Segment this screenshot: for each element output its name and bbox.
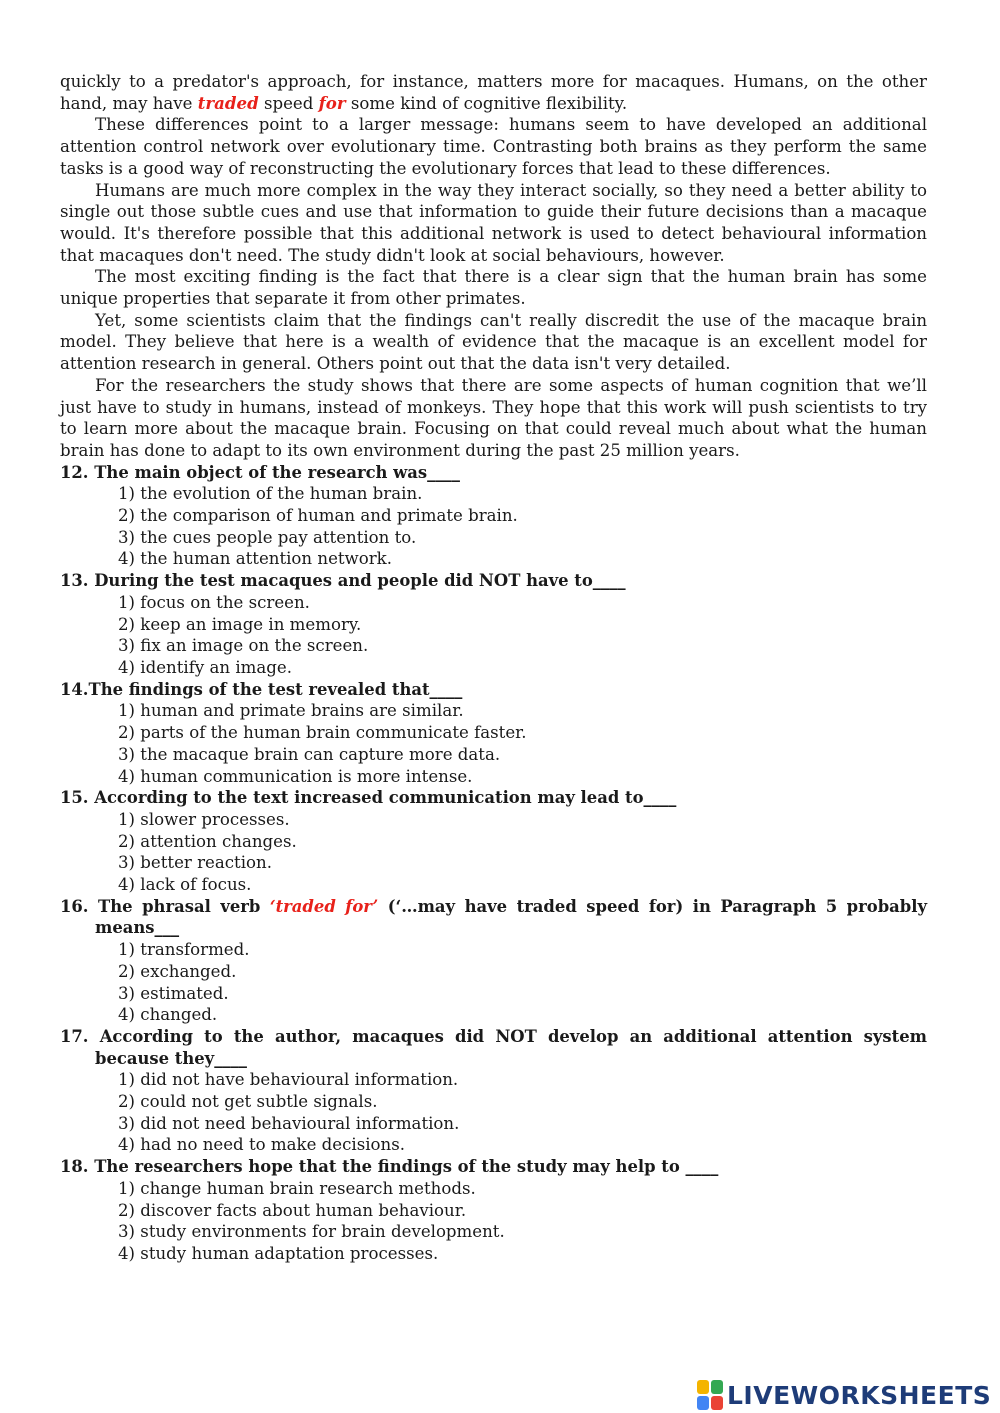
answer-option[interactable]: 3) the macaque brain can capture more data. <box>118 744 501 764</box>
answer-option[interactable]: 4) changed. <box>118 1005 218 1025</box>
answer-option[interactable]: 1) focus on the screen. <box>118 592 310 612</box>
answer-option[interactable]: 1) did not have behavioural information. <box>118 1070 459 1090</box>
answer-option[interactable]: 1) the evolution of the human brain. <box>118 484 423 504</box>
answer-option[interactable]: 3) better reaction. <box>118 853 272 873</box>
question-text: 12. The main object of the research was____ <box>60 462 460 482</box>
paragraph-5: Yet, some scientists claim that the findings can't really discredit the use of the macaque brain model. They believe that here is a wealth of evidence that the macaque is an excellent model for attention research in general. Others point out that the data isn't very detailed. <box>60 310 927 374</box>
answer-option[interactable]: 4) had no need to make decisions. <box>118 1135 406 1155</box>
answer-option[interactable]: 4) human communication is more intense. <box>118 766 473 786</box>
paragraph-4: The most exciting finding is the fact that there is a clear sign that the human brain has some unique properties that separate it from other primates. <box>60 267 927 309</box>
answer-option[interactable]: 1) change human brain research methods. <box>118 1178 476 1198</box>
highlight-for: for <box>318 92 346 113</box>
answer-option[interactable]: 3) fix an image on the screen. <box>118 636 369 656</box>
paragraph-6: For the researchers the study shows that there are some aspects of human cognition that we’ll just have to study in humans, instead of monkeys. They hope that this work will push scientists to try to learn more about the macaque brain. Focusing on that could reveal much about what the human brain has done to adapt to its own environment during the past 25 million years. <box>60 375 927 460</box>
logo-text: LIVEWORKSHEETS <box>727 1380 992 1410</box>
question-text <box>60 896 927 939</box>
answer-option[interactable]: 1) transformed. <box>118 940 250 960</box>
answer-option[interactable]: 2) parts of the human brain communicate faster. <box>118 723 527 743</box>
answer-option[interactable]: 2) exchanged. <box>118 961 237 981</box>
question-text: 18. The researchers hope that the findings of the study may help to ____ <box>60 1157 719 1177</box>
answer-option[interactable]: 4) identify an image. <box>118 657 293 677</box>
answer-option[interactable]: 2) keep an image in memory. <box>118 614 362 634</box>
paragraph-2: These differences point to a larger message: humans seem to have developed an additional attention control network over evolutionary time. Contrasting both brains as they perform the same tasks is a good way of reconstructing the evolutionary forces that lead to these differences. <box>60 115 927 178</box>
question-text: 13. During the test macaques and people did NOT have to____ <box>60 571 626 591</box>
answer-option[interactable]: 2) attention changes. <box>118 831 297 851</box>
answer-option[interactable]: 4) lack of focus. <box>118 875 252 895</box>
question-18 <box>60 1156 927 1265</box>
question-text: 15. According to the text increased communication may lead to____ <box>60 788 677 808</box>
question-text: 14.The findings of the test revealed that____ <box>60 679 463 699</box>
answer-option[interactable]: 4) study human adaptation processes. <box>118 1243 439 1263</box>
paragraph-text: speed <box>258 93 319 113</box>
question-text: 17. According to the author, macaques did NOT develop an additional attention system because they____ <box>60 1026 927 1068</box>
answer-option[interactable]: 2) discover facts about human behaviour. <box>118 1200 467 1220</box>
question-17 <box>60 1026 927 1156</box>
question-12 <box>60 462 927 571</box>
question-16 <box>60 896 927 1026</box>
liveworksheets-logo <box>697 1378 991 1412</box>
answer-option[interactable]: 1) human and primate brains are similar. <box>118 701 464 721</box>
paragraph-text: some kind of cognitive flexibility. <box>345 93 628 113</box>
question-text-part: (‘…may have traded speed for) in Paragraph 5 probably means___ <box>95 896 927 938</box>
answer-option[interactable]: 3) estimated. <box>118 983 229 1003</box>
blocks-icon <box>697 1380 723 1410</box>
question-15 <box>60 787 927 896</box>
answer-option[interactable]: 2) could not get subtle signals. <box>118 1092 378 1112</box>
question-14 <box>60 679 927 788</box>
highlight-traded: traded <box>197 92 259 113</box>
highlight-traded-for: ‘traded for’ <box>269 896 379 916</box>
answer-option[interactable]: 3) study environments for brain development. <box>118 1222 505 1242</box>
answer-option[interactable]: 1) slower processes. <box>118 809 290 829</box>
answer-option[interactable]: 4) the human attention network. <box>118 549 393 569</box>
question-text-part: 16. The phrasal verb <box>60 896 270 916</box>
answer-option[interactable]: 3) did not need behavioural information. <box>118 1113 460 1133</box>
answer-option[interactable]: 3) the cues people pay attention to. <box>118 527 417 547</box>
question-13 <box>60 570 927 679</box>
paragraph-1 <box>60 71 927 114</box>
paragraph-text: quickly to a predator's approach, for instance, matters more for macaques. Humans, on the other hand, may have <box>60 72 927 113</box>
worksheet-page <box>60 71 927 1265</box>
answer-option[interactable]: 2) the comparison of human and primate brain. <box>118 506 518 526</box>
paragraph-3: Humans are much more complex in the way they interact socially, so they need a better ability to single out those subtle cues and use that information to guide their future decisions than a macaque would. It's therefore possible that this additional network is used to detect behavioural information that macaques don't need. The study didn't look at social behaviours, however. <box>60 180 927 265</box>
